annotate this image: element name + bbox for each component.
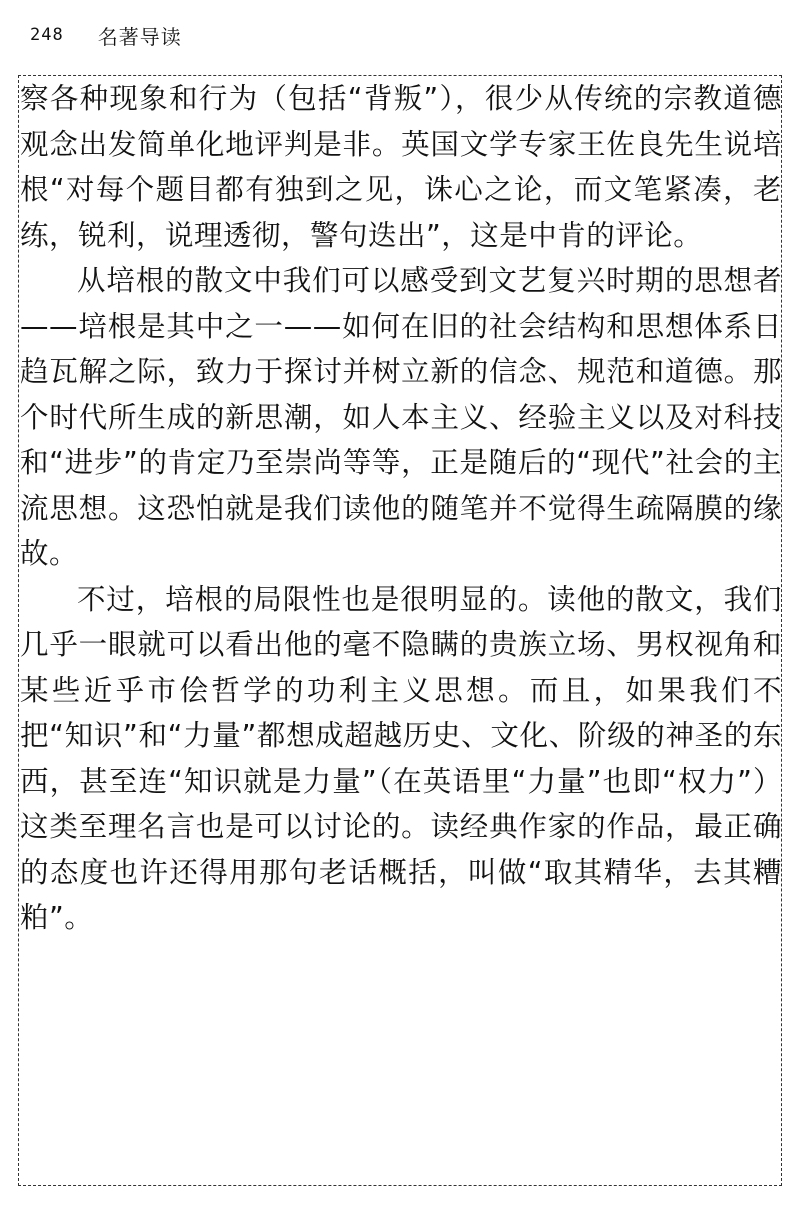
paragraph-bacon-limitations: 不过，培根的局限性也是很明显的。读他的散文，我们几乎一眼就可以看出他的毫不隐瞒的贵族立场、男权视角和某些近乎市侩哲学的功利主义思想。而且，如果我们不把“知识”和“力量”都想成超越历史、文化、阶级的神圣的东西，甚至连“知识就是力量”（在英语里“力量”也即“权力”）这类至理名言也是可以讨论的。读经典作家的作品，最正确的态度也许还得用那句老话概括，叫做“取其精华，去其糟粕”。 (20, 582, 782, 934)
body-text (20, 76, 782, 941)
running-header (30, 20, 182, 50)
paragraph-bacon-thinkers: 从培根的散文中我们可以感受到文艺复兴时期的思想者——培根是其中之一——如何在旧的社会结构和思想体系日趋瓦解之际，致力于探讨并树立新的信念、规范和道德。那个时代所生成的新思潮，如人本主义、经验主义以及对科技和“进步”的肯定乃至崇尚等等，正是随后的“现代”社会的主流思想。这恐怕就是我们读他的随笔并不觉得生疏隔膜的缘故。 (20, 264, 782, 570)
book-title: 名著导读 (97, 24, 182, 49)
paragraph-continued: 察各种现象和行为（包括“背叛”），很少从传统的宗教道德观念出发简单化地评判是非。英国文学专家王佐良先生说培根“对每个题目都有独到之见，诛心之论，而文笔紧凑，老练，锐利，说理透彻，警句迭出”，这是中肯的评论。 (20, 82, 782, 252)
page-number: 248 (30, 25, 64, 45)
